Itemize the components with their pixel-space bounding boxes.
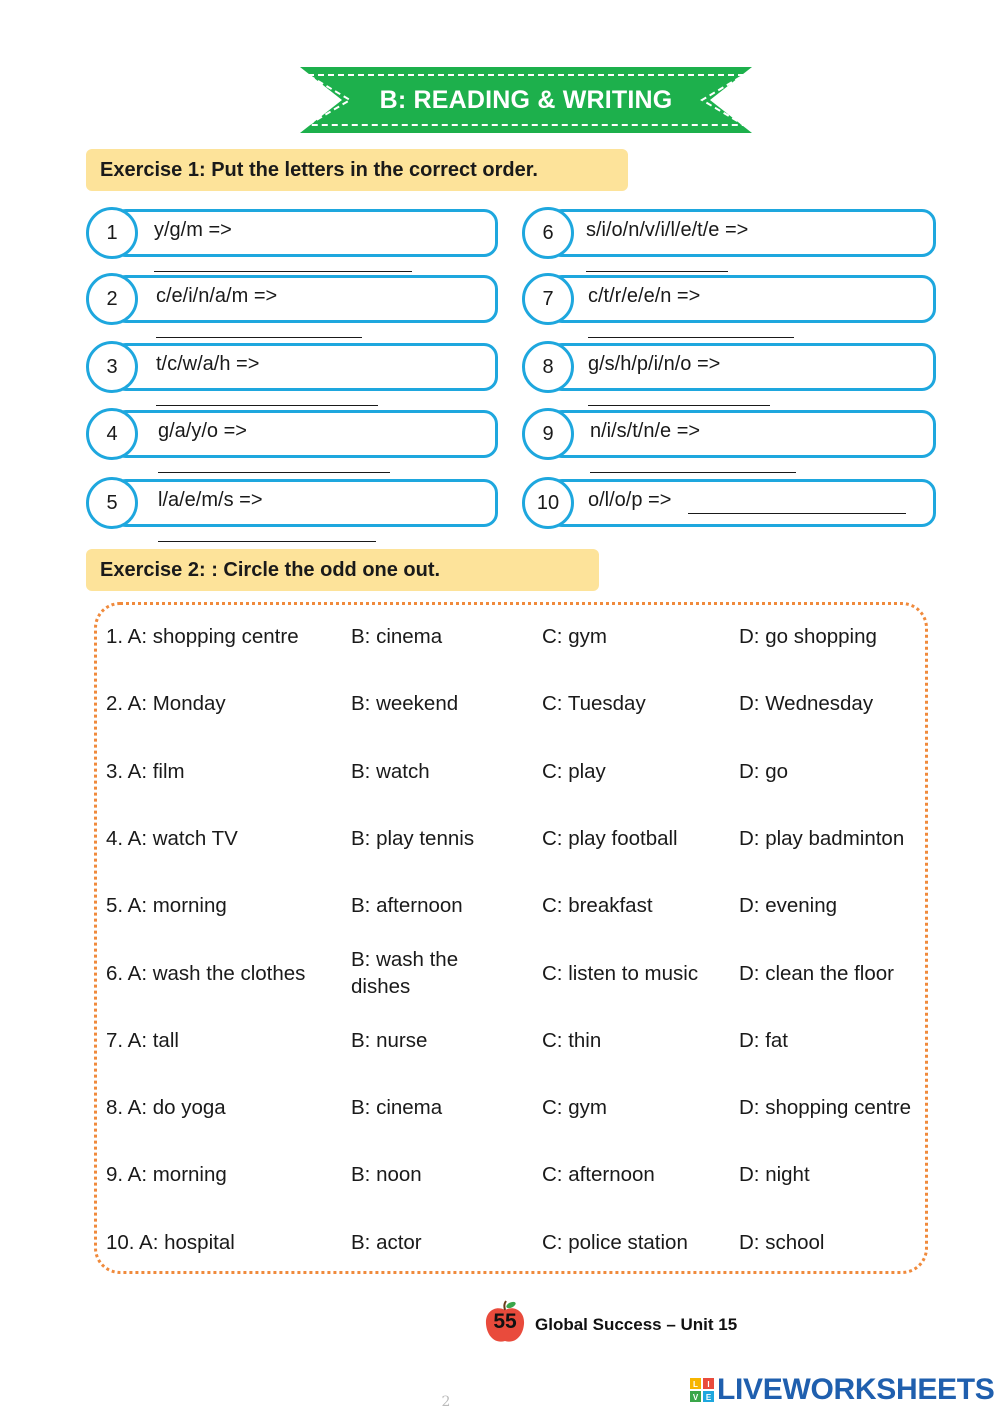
unit-label: Global Success – Unit 15 bbox=[535, 1315, 738, 1334]
svg-text:L: L bbox=[693, 1380, 698, 1389]
scrambled-letters: t/c/w/a/h => bbox=[156, 353, 260, 375]
option-c[interactable]: C: thin bbox=[542, 1029, 602, 1052]
answer-line[interactable] bbox=[588, 405, 770, 406]
answer-line[interactable] bbox=[586, 271, 728, 272]
scrambled-letters: s/i/o/n/v/i/l/e/t/e => bbox=[586, 219, 749, 241]
option-b[interactable]: B: weekend bbox=[351, 692, 459, 715]
option-c[interactable]: C: gym bbox=[542, 625, 607, 648]
section-title: B: READING & WRITING bbox=[379, 86, 673, 114]
page-number: 55 bbox=[493, 1310, 517, 1333]
option-d[interactable]: D: play badminton bbox=[739, 827, 905, 850]
option-a[interactable]: 9. A: morning bbox=[106, 1163, 227, 1186]
option-a[interactable]: 5. A: morning bbox=[106, 894, 227, 917]
option-b[interactable]: B: play tennis bbox=[351, 827, 475, 850]
option-a[interactable]: 6. A: wash the clothes bbox=[106, 962, 306, 985]
exercise1-item bbox=[522, 408, 936, 462]
exercise1-title: Exercise 1: Put the letters in the correct order. bbox=[86, 149, 628, 191]
exercise1-item bbox=[86, 207, 498, 261]
answer-line[interactable] bbox=[158, 541, 376, 542]
option-d[interactable]: D: fat bbox=[739, 1029, 788, 1052]
option-d[interactable]: D: Wednesday bbox=[739, 692, 874, 715]
option-c[interactable]: C: afternoon bbox=[542, 1163, 655, 1186]
option-b[interactable]: B: watch bbox=[351, 760, 430, 783]
option-b[interactable]: B: noon bbox=[351, 1163, 422, 1186]
option-a[interactable]: 3. A: film bbox=[106, 760, 185, 783]
option-b[interactable]: B: wash the dishes bbox=[351, 948, 459, 998]
option-a[interactable]: 10. A: hospital bbox=[106, 1231, 235, 1254]
liveworksheets-text: LIVEWORKSHEETS bbox=[717, 1373, 995, 1406]
answer-line[interactable] bbox=[154, 271, 412, 272]
item-number: 1 bbox=[86, 207, 138, 259]
exercise1-item bbox=[86, 341, 498, 395]
answer-line[interactable] bbox=[156, 337, 362, 338]
option-a[interactable]: 1. A: shopping centre bbox=[106, 625, 299, 648]
scrambled-letters: g/s/h/p/i/n/o => bbox=[588, 353, 721, 375]
option-b[interactable]: B: cinema bbox=[351, 1096, 443, 1119]
answer-line[interactable] bbox=[588, 337, 794, 338]
exercise1-item bbox=[522, 477, 936, 531]
option-a[interactable]: 7. A: tall bbox=[106, 1029, 179, 1052]
scrambled-letters: l/a/e/m/s => bbox=[158, 489, 263, 511]
exercise1-item bbox=[522, 207, 936, 261]
svg-text:V: V bbox=[692, 1393, 699, 1402]
option-b[interactable]: B: afternoon bbox=[351, 894, 463, 917]
scrambled-letters: g/a/y/o => bbox=[158, 420, 247, 442]
option-b[interactable]: B: nurse bbox=[351, 1029, 428, 1052]
option-d[interactable]: D: go bbox=[739, 760, 788, 783]
exercise1-item bbox=[86, 273, 498, 327]
option-b[interactable]: B: cinema bbox=[351, 625, 443, 648]
option-c[interactable]: C: listen to music bbox=[542, 962, 699, 985]
option-d[interactable]: D: school bbox=[739, 1231, 825, 1254]
item-number: 10 bbox=[522, 477, 574, 529]
option-d[interactable]: D: go shopping bbox=[739, 625, 877, 648]
option-d[interactable]: D: night bbox=[739, 1163, 810, 1186]
item-number: 7 bbox=[522, 273, 574, 325]
item-number: 3 bbox=[86, 341, 138, 393]
answer-line[interactable] bbox=[590, 472, 796, 473]
answer-line[interactable] bbox=[156, 405, 378, 406]
option-c[interactable]: C: gym bbox=[542, 1096, 607, 1119]
option-a[interactable]: 2. A: Monday bbox=[106, 692, 226, 715]
item-number: 4 bbox=[86, 408, 138, 460]
option-d[interactable]: D: shopping centre bbox=[739, 1096, 912, 1119]
section-ribbon bbox=[300, 67, 752, 133]
item-number: 8 bbox=[522, 341, 574, 393]
scrambled-letters: n/i/s/t/n/e => bbox=[590, 420, 701, 442]
scrambled-letters: y/g/m => bbox=[154, 219, 232, 241]
option-c[interactable]: C: police station bbox=[542, 1231, 688, 1254]
option-c[interactable]: C: breakfast bbox=[542, 894, 653, 917]
item-number: 2 bbox=[86, 273, 138, 325]
liveworksheets-logo[interactable] bbox=[690, 1372, 995, 1408]
option-b[interactable]: B: actor bbox=[351, 1231, 422, 1254]
option-d[interactable]: D: clean the floor bbox=[739, 962, 894, 985]
option-a[interactable]: 8. A: do yoga bbox=[106, 1096, 226, 1119]
exercise1-item bbox=[86, 408, 498, 462]
item-number: 6 bbox=[522, 207, 574, 259]
small-page-number: 2 bbox=[441, 1394, 451, 1410]
scrambled-letters: o/l/o/p => bbox=[588, 489, 672, 511]
exercise1-item bbox=[522, 273, 936, 327]
exercise2-title: Exercise 2: : Circle the odd one out. bbox=[86, 549, 599, 591]
svg-text:I: I bbox=[707, 1380, 710, 1389]
answer-line[interactable] bbox=[688, 513, 906, 514]
option-d[interactable]: D: evening bbox=[739, 894, 838, 917]
option-a[interactable]: 4. A: watch TV bbox=[106, 827, 238, 850]
scrambled-letters: c/t/r/e/e/n => bbox=[588, 285, 701, 307]
option-c[interactable]: C: Tuesday bbox=[542, 692, 646, 715]
svg-text:E: E bbox=[705, 1393, 712, 1402]
option-c[interactable]: C: play bbox=[542, 760, 606, 783]
answer-line[interactable] bbox=[158, 472, 390, 473]
exercise1-item bbox=[522, 341, 936, 395]
item-number: 5 bbox=[86, 477, 138, 529]
option-c[interactable]: C: play football bbox=[542, 827, 678, 850]
item-number: 9 bbox=[522, 408, 574, 460]
liveworksheets-badge-icon bbox=[690, 1378, 714, 1402]
exercise1-item bbox=[86, 477, 498, 531]
scrambled-letters: c/e/i/n/a/m => bbox=[156, 285, 278, 307]
